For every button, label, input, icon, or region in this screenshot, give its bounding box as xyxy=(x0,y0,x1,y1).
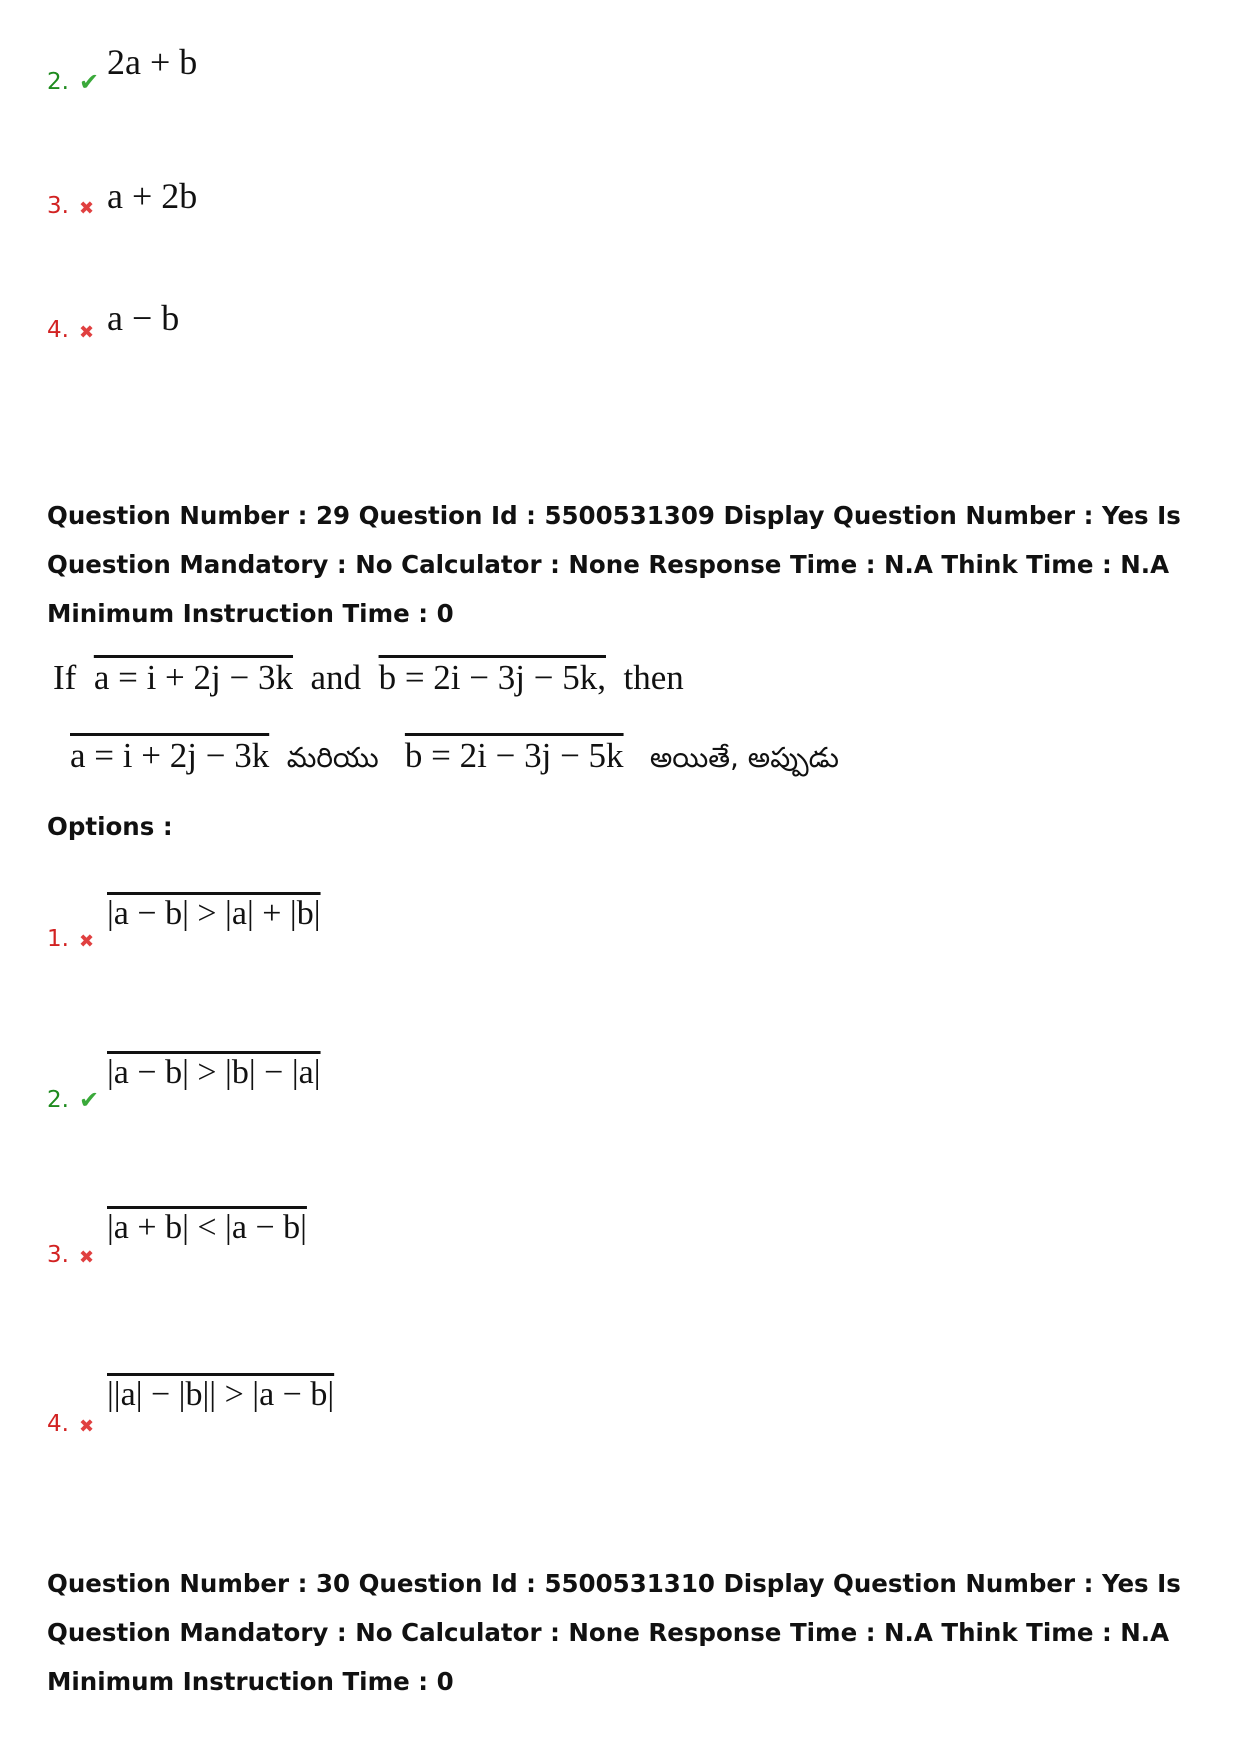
prev-option-3 xyxy=(47,176,198,219)
option-math: |a − b| > |b| − |a| xyxy=(107,1054,321,1091)
stem-then: then xyxy=(623,658,684,697)
cross-icon: ✖ xyxy=(79,1247,95,1268)
cross-icon: ✖ xyxy=(79,1416,95,1437)
option-number: 3. xyxy=(47,193,69,219)
option-math: |a + b| < |a − b| xyxy=(107,1209,307,1246)
option-math: ||a| − |b|| > |a − b| xyxy=(107,1376,335,1413)
option-number: 2. xyxy=(47,69,69,95)
option-math: |a − b| > |a| + |b| xyxy=(107,895,321,932)
option-3 xyxy=(47,1209,307,1268)
option-number: 3. xyxy=(47,1242,69,1268)
question-meta: Question Number : 29 Question Id : 5500531309 Display Question Number : Yes Is Question Mandatory : No Calculator : None Response Time : N.A Think Time : N.A Minimum Instruction Time : 0 xyxy=(47,501,1181,628)
option-math: a − b xyxy=(107,298,180,338)
stem-a-equation: a = i + 2j − 3k xyxy=(93,658,294,697)
stem-a-equation: a = i + 2j − 3k xyxy=(70,736,270,775)
option-number: 2. xyxy=(47,1087,69,1113)
prev-option-4 xyxy=(47,298,180,343)
stem-b-equation: b = 2i − 3j − 5k xyxy=(404,736,624,775)
check-icon: ✔ xyxy=(79,1086,100,1114)
option-1 xyxy=(47,895,321,952)
cross-icon: ✖ xyxy=(79,322,95,343)
question-meta: Question Number : 30 Question Id : 5500531310 Display Question Number : Yes Is Question Mandatory : No Calculator : None Response Time : N.A Think Time : N.A Minimum Instruction Time : 0 xyxy=(47,1569,1181,1696)
cross-icon: ✖ xyxy=(79,198,95,219)
question-stem-te xyxy=(70,736,839,781)
stem-b-equation: b = 2i − 3j − 5k, xyxy=(378,658,606,697)
cross-icon: ✖ xyxy=(79,931,95,952)
stem-and-te: మరియు xyxy=(286,741,379,774)
prev-option-2 xyxy=(47,42,198,96)
stem-and: and xyxy=(310,658,362,697)
option-2 xyxy=(47,1054,321,1114)
check-icon: ✔ xyxy=(79,68,100,96)
stem-if: If xyxy=(53,658,77,697)
option-4 xyxy=(47,1376,335,1437)
option-math: 2a + b xyxy=(107,42,198,82)
options-label: Options : xyxy=(47,812,173,841)
option-number: 4. xyxy=(47,317,69,343)
option-number: 4. xyxy=(47,1411,69,1437)
stem-then-te: అయితే, అప్పుడు xyxy=(649,741,839,774)
question-stem-en xyxy=(53,658,684,698)
option-math: a + 2b xyxy=(107,176,198,216)
option-number: 1. xyxy=(47,926,69,952)
